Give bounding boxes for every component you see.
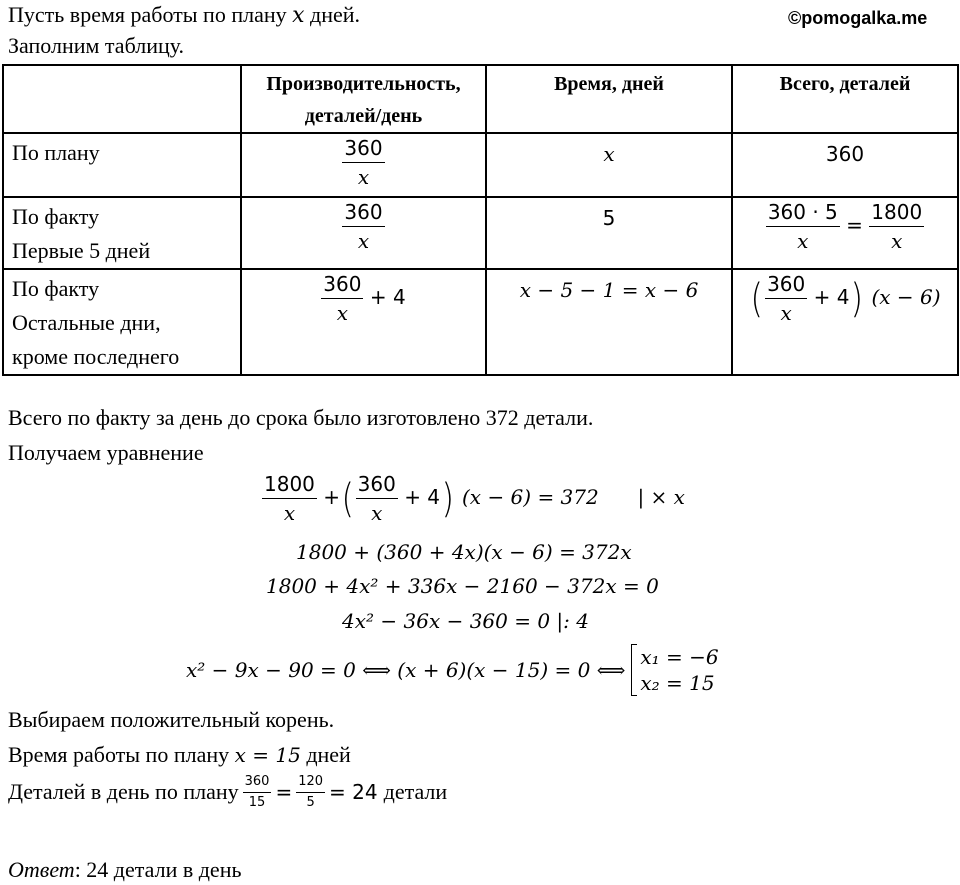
header-empty-cell [3, 65, 241, 133]
intro-line-2: Заполним таблицу. [8, 33, 185, 58]
table-row [3, 197, 958, 269]
choose-root-text: Выбираем положительный корень. [8, 707, 335, 732]
total-fact-text: Всего по факту за день до срока было изготовлено 372 детали. [8, 405, 594, 430]
answer-label: Ответ [8, 857, 75, 882]
cell-total-fact-first: $\frac{360 \cdot 5}{x}$ = $\frac{1800}{x}$ [732, 197, 958, 269]
fraction: $\frac{360}{x}$ [323, 272, 362, 325]
row-label-fact-first: По факту Первые 5 дней [3, 197, 241, 269]
cell-productivity-plan [241, 133, 486, 197]
equation-2: 1800 + (360 + 4x)(x − 6) = 372x [296, 540, 632, 564]
table-row [3, 133, 958, 197]
fraction: $\frac{360}{15}$ [244, 774, 270, 810]
header-total: Всего, деталей [732, 65, 958, 133]
cell-productivity-fact-rest: $\frac{360}{x}$ + 4 [241, 269, 486, 375]
fraction: $\frac{1800}{x}$ [264, 472, 315, 525]
cell-total-plan: 360 [732, 133, 958, 197]
answer-line [8, 857, 242, 883]
table-row [3, 269, 958, 375]
fraction: $\frac{1800}{x}$ [871, 200, 923, 253]
fraction: $\frac{120}{5}$ [298, 774, 324, 810]
intro-line-1: Пусть время работы по плану x дней. [8, 2, 361, 28]
answer-text: : 24 детали в день [74, 857, 242, 882]
data-table [2, 64, 959, 376]
header-time: Время, дней [486, 65, 732, 133]
fraction: $\frac{360}{x}$ [767, 272, 806, 325]
header-productivity: Производительность, деталей/день [241, 65, 486, 133]
equation-1: $\frac{1800}{x}$ +( $\frac{360}{x}$ + 4) (x − 6) = 372 | × x [264, 472, 685, 525]
cell-time-fact-rest: x − 5 − 1 = x − 6 [486, 269, 732, 375]
watermark: ©pomogalka.me [788, 8, 928, 28]
row-label-plan: По плану [3, 133, 241, 197]
cell-time-fact-first: 5 [486, 197, 732, 269]
row-label-fact-rest: По факту Остальные дни, кроме последнего [3, 269, 241, 375]
fraction: $\frac{360}{x}$ [344, 200, 383, 253]
fraction: $\frac{360 \cdot 5}{x}$ [767, 200, 838, 253]
equation-intro: Получаем уравнение [8, 440, 204, 465]
fraction: $\frac{360}{x}$ [357, 472, 396, 525]
equation-4: 4x² − 36x − 360 = 0 |: 4 [342, 609, 589, 633]
roots-system: x₁ = −6 x₂ = 15 [631, 644, 718, 696]
cell-total-fact-rest: ( $\frac{360}{x}$ + 4) (x − 6) [732, 269, 958, 375]
table-header-row [3, 65, 958, 133]
plan-time-line: Время работы по плану x = 15 дней [8, 742, 351, 767]
per-day-line: Деталей в день по плану $\frac{360}{15}$ = $\frac{120}{5}$ = 24 детали [8, 774, 448, 810]
fraction: $\frac{360}{x}$ [344, 136, 383, 189]
cell-productivity-fact-first [241, 197, 486, 269]
equation-5: x² − 9x − 90 = 0 ⟺ (x + 6)(x − 15) = 0 ⟺ x₁ = −6 x₂ = 15 [186, 645, 719, 695]
equation-3: 1800 + 4x² + 336x − 2160 − 372x = 0 [266, 574, 659, 598]
cell-time-plan: x [486, 133, 732, 197]
